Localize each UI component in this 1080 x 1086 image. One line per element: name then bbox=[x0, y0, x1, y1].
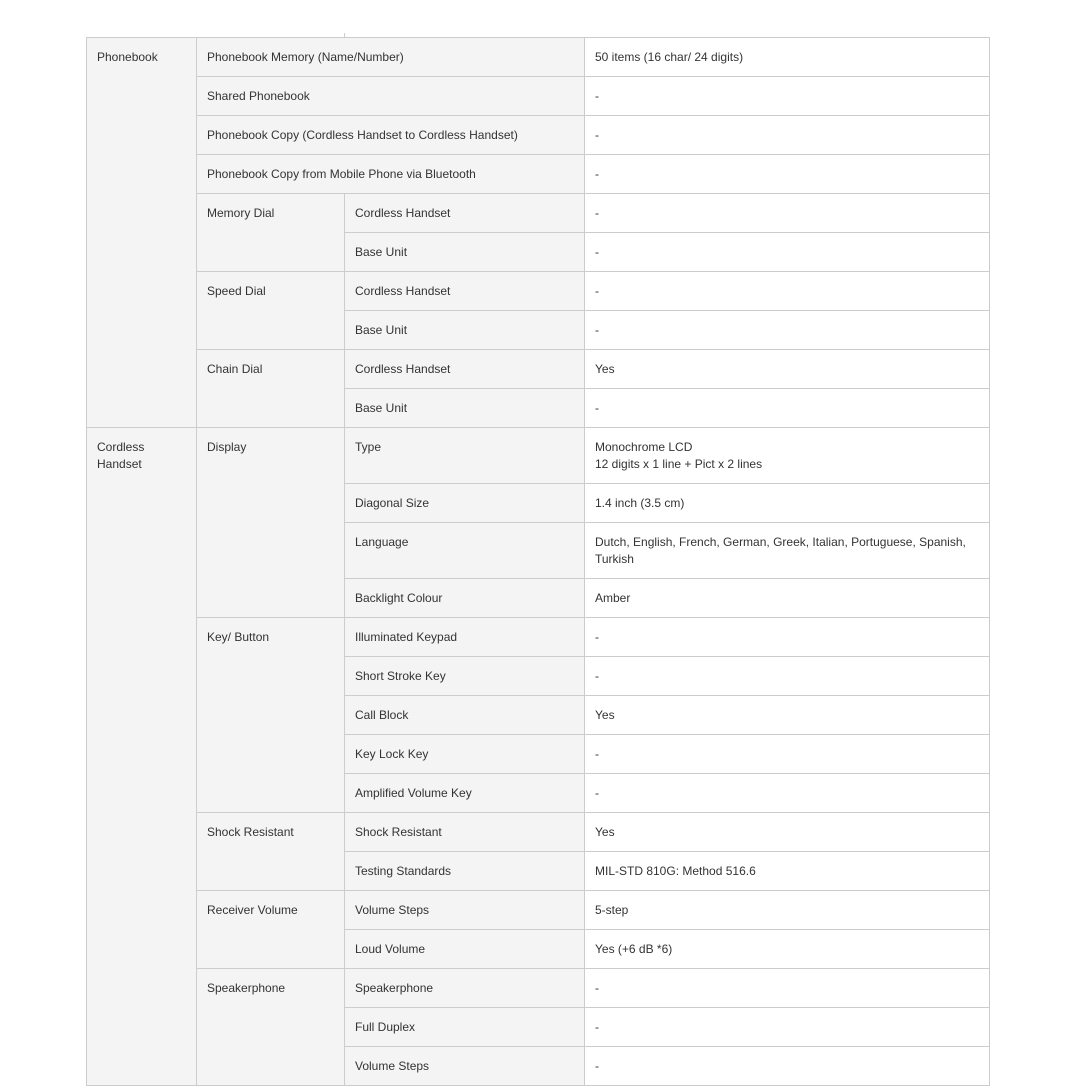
subfeature-cell: Base Unit bbox=[345, 233, 585, 272]
value-cell: MIL-STD 810G: Method 516.6 bbox=[585, 852, 990, 891]
value-line: Monochrome LCD bbox=[595, 440, 693, 454]
group-cell: Speakerphone bbox=[197, 969, 345, 1086]
value-cell: Amber bbox=[585, 579, 990, 618]
value-cell bbox=[585, 428, 990, 484]
subfeature-cell: Short Stroke Key bbox=[345, 657, 585, 696]
subfeature-cell: Diagonal Size bbox=[345, 484, 585, 523]
subfeature-cell: Amplified Volume Key bbox=[345, 774, 585, 813]
subfeature-cell: Key Lock Key bbox=[345, 735, 585, 774]
subfeature-cell: Base Unit bbox=[345, 311, 585, 350]
table-row bbox=[87, 618, 990, 657]
table-row bbox=[87, 428, 990, 484]
value-cell: - bbox=[585, 657, 990, 696]
subfeature-cell: Language bbox=[345, 523, 585, 579]
group-cell: Chain Dial bbox=[197, 350, 345, 428]
group-cell: Memory Dial bbox=[197, 194, 345, 272]
table-row bbox=[87, 77, 990, 116]
group-cell: Receiver Volume bbox=[197, 891, 345, 969]
subfeature-cell: Speakerphone bbox=[345, 969, 585, 1008]
spec-table bbox=[86, 37, 990, 1086]
category-cell: Phonebook bbox=[87, 38, 197, 428]
table-row bbox=[87, 272, 990, 311]
category-cell: Cordless Handset bbox=[87, 428, 197, 1086]
value-cell: 5-step bbox=[585, 891, 990, 930]
table-row bbox=[87, 38, 990, 77]
value-cell: - bbox=[585, 774, 990, 813]
feature-cell: Phonebook Memory (Name/Number) bbox=[197, 38, 585, 77]
subfeature-cell: Backlight Colour bbox=[345, 579, 585, 618]
subfeature-cell: Testing Standards bbox=[345, 852, 585, 891]
subfeature-cell: Type bbox=[345, 428, 585, 484]
value-line: 12 digits x 1 line + Pict x 2 lines bbox=[595, 457, 763, 471]
value-cell: - bbox=[585, 389, 990, 428]
value-cell: 1.4 inch (3.5 cm) bbox=[585, 484, 990, 523]
value-cell: - bbox=[585, 618, 990, 657]
feature-cell: Phonebook Copy from Mobile Phone via Bluetooth bbox=[197, 155, 585, 194]
value-cell: - bbox=[585, 1047, 990, 1086]
table-row bbox=[87, 116, 990, 155]
table-row bbox=[87, 350, 990, 389]
subfeature-cell: Cordless Handset bbox=[345, 194, 585, 233]
group-cell: Shock Resistant bbox=[197, 813, 345, 891]
subfeature-cell: Loud Volume bbox=[345, 930, 585, 969]
value-cell: Dutch, English, French, German, Greek, Italian, Portuguese, Spanish, Turkish bbox=[585, 523, 990, 579]
table-row bbox=[87, 194, 990, 233]
value-cell: - bbox=[585, 969, 990, 1008]
subfeature-cell: Call Block bbox=[345, 696, 585, 735]
value-cell: Yes bbox=[585, 696, 990, 735]
value-cell: - bbox=[585, 1008, 990, 1047]
value-cell: Yes (+6 dB *6) bbox=[585, 930, 990, 969]
subfeature-cell: Cordless Handset bbox=[345, 272, 585, 311]
subfeature-cell: Illuminated Keypad bbox=[345, 618, 585, 657]
value-cell: - bbox=[585, 311, 990, 350]
subfeature-cell: Full Duplex bbox=[345, 1008, 585, 1047]
value-cell: - bbox=[585, 233, 990, 272]
subfeature-cell: Volume Steps bbox=[345, 891, 585, 930]
value-cell: 50 items (16 char/ 24 digits) bbox=[585, 38, 990, 77]
value-cell: - bbox=[585, 77, 990, 116]
subfeature-cell: Cordless Handset bbox=[345, 350, 585, 389]
table-row bbox=[87, 155, 990, 194]
value-cell: - bbox=[585, 155, 990, 194]
feature-cell: Shared Phonebook bbox=[197, 77, 585, 116]
table-row bbox=[87, 813, 990, 852]
subfeature-cell: Base Unit bbox=[345, 389, 585, 428]
feature-cell: Phonebook Copy (Cordless Handset to Cordless Handset) bbox=[197, 116, 585, 155]
group-cell: Speed Dial bbox=[197, 272, 345, 350]
table-row bbox=[87, 969, 990, 1008]
subfeature-cell: Volume Steps bbox=[345, 1047, 585, 1086]
subfeature-cell: Shock Resistant bbox=[345, 813, 585, 852]
group-cell: Key/ Button bbox=[197, 618, 345, 813]
table-row bbox=[87, 891, 990, 930]
group-cell: Display bbox=[197, 428, 345, 618]
value-cell: - bbox=[585, 272, 990, 311]
spec-table-viewport[interactable] bbox=[86, 37, 989, 1073]
value-cell: - bbox=[585, 116, 990, 155]
value-cell: Yes bbox=[585, 813, 990, 852]
value-cell: - bbox=[585, 194, 990, 233]
value-cell: Yes bbox=[585, 350, 990, 389]
value-cell: - bbox=[585, 735, 990, 774]
